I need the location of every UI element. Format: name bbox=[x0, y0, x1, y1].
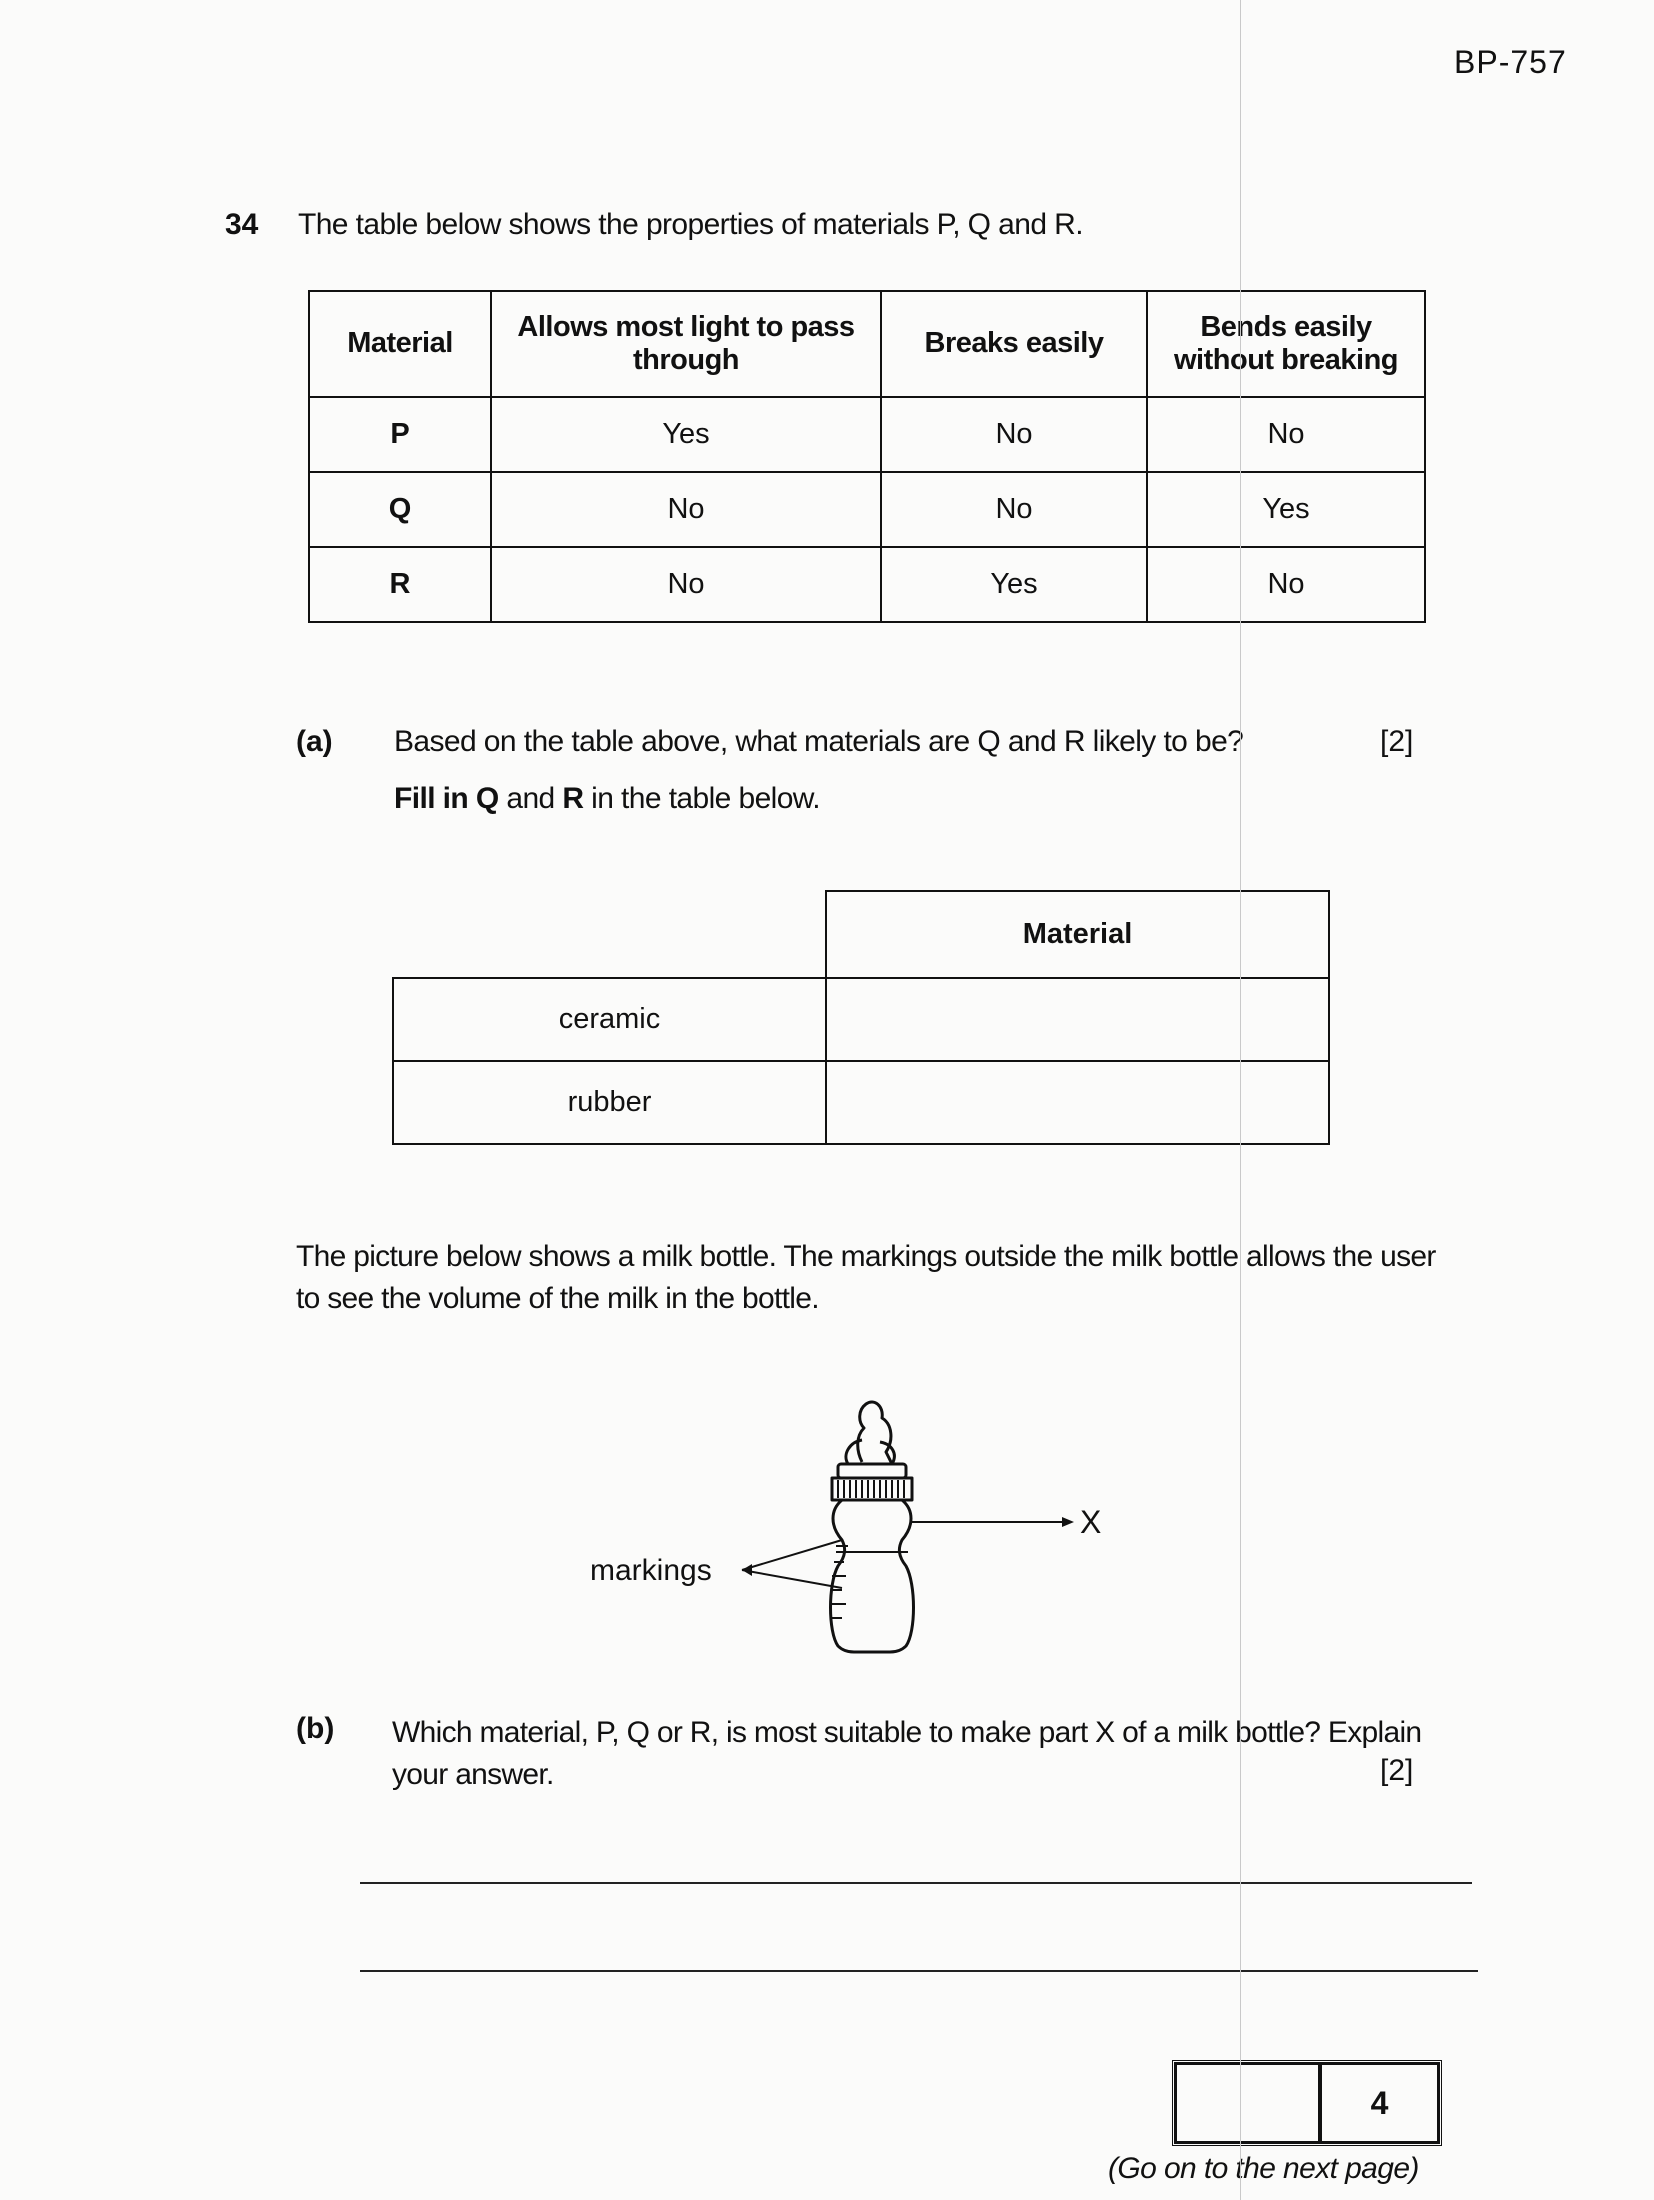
table-row bbox=[309, 397, 1425, 472]
part-b-marks: [2] bbox=[1380, 1754, 1414, 1787]
answer-table bbox=[392, 890, 1330, 1145]
instruction-mid: and bbox=[498, 782, 563, 815]
document-code: BP-757 bbox=[1454, 44, 1567, 80]
table-header-row bbox=[309, 291, 1425, 397]
markings-pointer bbox=[742, 1540, 842, 1588]
answer-line-1[interactable] bbox=[360, 1882, 1472, 1884]
table-row bbox=[393, 978, 1329, 1061]
row-r-breaks: Yes bbox=[881, 547, 1147, 622]
instruction-post: in the table below. bbox=[583, 782, 820, 815]
header-bends: Bends easily without breaking bbox=[1147, 291, 1425, 397]
collar-top bbox=[838, 1464, 906, 1478]
question-number: 34 bbox=[225, 208, 259, 241]
answer-line-2[interactable] bbox=[360, 1970, 1478, 1972]
table-row bbox=[309, 547, 1425, 622]
row-q-material: Q bbox=[309, 472, 491, 547]
score-awarded-cell[interactable] bbox=[1175, 2063, 1320, 2143]
answer-input-ceramic[interactable] bbox=[826, 978, 1329, 1061]
part-b-label: (b) bbox=[296, 1712, 335, 1745]
part-a-question: Based on the table above, what materials are Q and R likely to be? bbox=[394, 725, 1244, 758]
part-a-label: (a) bbox=[296, 725, 333, 758]
x-arrowhead bbox=[1062, 1517, 1074, 1527]
next-page-note: (Go on to the next page) bbox=[1108, 2152, 1419, 2185]
instruction-r: R bbox=[562, 782, 584, 815]
header-material: Material bbox=[309, 291, 491, 397]
markings-label: markings bbox=[590, 1554, 712, 1587]
header-light: Allows most light to pass through bbox=[491, 291, 881, 397]
score-box bbox=[1172, 2060, 1442, 2146]
row-p-bends: No bbox=[1147, 397, 1425, 472]
answer-row-ceramic-label: ceramic bbox=[393, 978, 826, 1061]
row-q-breaks: No bbox=[881, 472, 1147, 547]
question-text: The table below shows the properties of materials P, Q and R. bbox=[298, 208, 1083, 241]
answer-input-rubber[interactable] bbox=[826, 1061, 1329, 1144]
row-r-bends: No bbox=[1147, 547, 1425, 622]
instruction-q: Q bbox=[475, 782, 499, 815]
row-p-breaks: No bbox=[881, 397, 1147, 472]
answer-header-row bbox=[393, 891, 1329, 978]
row-p-material: P bbox=[309, 397, 491, 472]
table-row bbox=[393, 1061, 1329, 1144]
answer-header-material: Material bbox=[826, 891, 1329, 978]
part-a-instruction bbox=[394, 782, 820, 816]
row-r-material: R bbox=[309, 547, 491, 622]
row-q-bends: Yes bbox=[1147, 472, 1425, 547]
row-p-light: Yes bbox=[491, 397, 881, 472]
collar-ridges bbox=[838, 1480, 904, 1498]
bottle-description: The picture below shows a milk bottle. The markings outside the milk bottle allows the user to see the volume of the milk in the bottle. bbox=[296, 1240, 1436, 1315]
header-breaks: Breaks easily bbox=[881, 291, 1147, 397]
part-a-marks: [2] bbox=[1380, 725, 1414, 758]
answer-blank-corner bbox=[393, 891, 826, 978]
teat-outline bbox=[858, 1402, 892, 1464]
row-r-light: No bbox=[491, 547, 881, 622]
row-q-light: No bbox=[491, 472, 881, 547]
instruction-pre: Fill in bbox=[394, 782, 476, 815]
table-row bbox=[309, 472, 1425, 547]
x-label: X bbox=[1080, 1504, 1102, 1540]
scan-artifact-line bbox=[1240, 0, 1241, 2200]
score-total-cell: 4 bbox=[1320, 2063, 1439, 2143]
markings-arrowhead bbox=[742, 1564, 752, 1576]
part-b-question: Which material, P, Q or R, is most suitable to make part X of a milk bottle? Explain your answer. bbox=[392, 1716, 1422, 1791]
properties-table bbox=[308, 290, 1426, 623]
milk-bottle-figure bbox=[580, 1370, 1140, 1670]
answer-row-rubber-label: rubber bbox=[393, 1061, 826, 1144]
